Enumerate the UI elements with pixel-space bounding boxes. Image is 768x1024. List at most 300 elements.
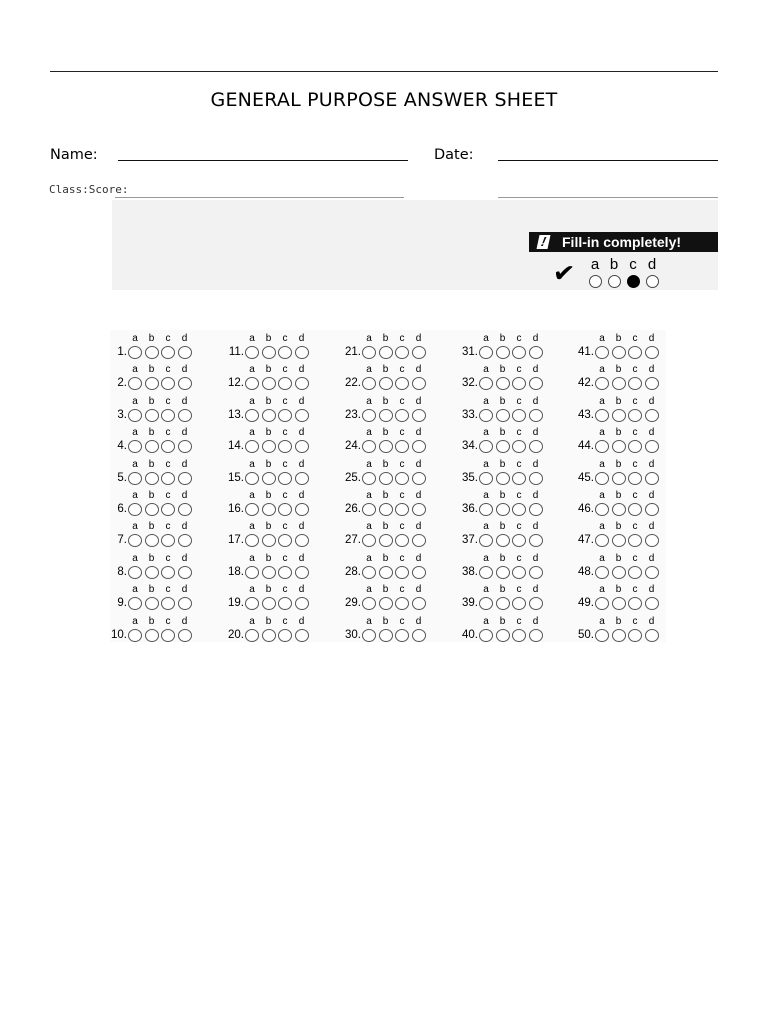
question-15-bubble-a[interactable] xyxy=(245,472,259,485)
option-letter-d: d xyxy=(532,521,539,533)
question-19-bubble-b[interactable] xyxy=(262,597,276,610)
question-22-bubble-d[interactable] xyxy=(412,377,426,390)
option-letter-b: b xyxy=(499,333,506,344)
option-letter-a: a xyxy=(132,395,138,407)
option-letter-a: a xyxy=(249,364,255,376)
option-letter-b: b xyxy=(265,615,272,627)
question-13-bubble-b[interactable] xyxy=(262,409,276,422)
option-letter-b: b xyxy=(382,364,389,376)
question-18-bubble-d[interactable] xyxy=(295,566,309,579)
question-14-bubble-d[interactable] xyxy=(295,440,309,453)
option-letter-d: d xyxy=(415,458,422,470)
option-letter-d: d xyxy=(648,333,655,344)
date-field[interactable] xyxy=(498,160,718,161)
question-26-bubble-a[interactable] xyxy=(362,503,376,516)
option-letter-a: a xyxy=(132,458,138,470)
question-9-bubble-d[interactable] xyxy=(178,597,192,610)
question-9-bubble-b[interactable] xyxy=(145,597,159,610)
question-15-bubble-d[interactable] xyxy=(295,472,309,485)
option-letter-a: a xyxy=(249,490,255,501)
option-letter-a: a xyxy=(366,584,372,596)
option-letter-a: a xyxy=(366,333,372,344)
question-47-bubble-d[interactable] xyxy=(645,534,659,547)
question-7-bubble-b[interactable] xyxy=(145,534,159,547)
option-letter-b: b xyxy=(382,427,389,439)
question-31-bubble-a[interactable] xyxy=(479,346,493,359)
option-letter-a: a xyxy=(599,458,605,470)
question-25-bubble-c[interactable] xyxy=(395,472,409,485)
option-letter-a: a xyxy=(366,552,372,564)
question-number: 28. xyxy=(345,565,361,578)
option-letter-b: b xyxy=(615,521,622,533)
option-letter-b: b xyxy=(615,552,622,564)
option-letter-d: d xyxy=(648,584,655,596)
fill-in-banner xyxy=(529,232,718,252)
question-46-bubble-d[interactable] xyxy=(645,503,659,516)
option-letter-a: a xyxy=(132,364,138,376)
question-11-bubble-c[interactable] xyxy=(278,346,292,359)
question-21-bubble-d[interactable] xyxy=(412,346,426,359)
question-number: 21. xyxy=(345,346,361,358)
option-letter-c: c xyxy=(516,395,522,407)
question-29-bubble-d[interactable] xyxy=(412,597,426,610)
question-13-bubble-c[interactable] xyxy=(278,409,292,422)
question-48-bubble-a[interactable] xyxy=(595,566,609,579)
question-6-bubble-b[interactable] xyxy=(145,503,159,516)
question-21-bubble-a[interactable] xyxy=(362,346,376,359)
question-23-bubble-c[interactable] xyxy=(395,409,409,422)
question-6-bubble-d[interactable] xyxy=(178,503,192,516)
question-number: 47. xyxy=(578,534,594,547)
question-27-bubble-b[interactable] xyxy=(379,534,393,547)
question-42-bubble-b[interactable] xyxy=(612,377,626,390)
option-letter-b: b xyxy=(265,490,272,501)
question-26-bubble-c[interactable] xyxy=(395,503,409,516)
question-36-bubble-b[interactable] xyxy=(496,503,510,516)
question-number: 30. xyxy=(345,628,361,641)
option-letter-a: a xyxy=(249,333,255,344)
option-letter-b: b xyxy=(148,552,155,564)
option-letter-c: c xyxy=(516,427,522,439)
question-number: 41. xyxy=(578,346,594,358)
question-11-bubble-b[interactable] xyxy=(262,346,276,359)
option-letter-b: b xyxy=(148,395,155,407)
question-35-bubble-a[interactable] xyxy=(479,472,493,485)
question-40-bubble-c[interactable] xyxy=(512,629,526,642)
option-letter-b: b xyxy=(265,584,272,596)
check-icon: ✔ xyxy=(551,256,577,290)
option-letter-d: d xyxy=(415,615,422,627)
question-1-bubble-c[interactable] xyxy=(161,346,175,359)
question-45-bubble-d[interactable] xyxy=(645,472,659,485)
question-8-bubble-d[interactable] xyxy=(178,566,192,579)
option-letter-d: d xyxy=(181,615,188,627)
option-letter-c: c xyxy=(399,333,405,344)
question-24-bubble-b[interactable] xyxy=(379,440,393,453)
question-number: 43. xyxy=(578,408,594,421)
question-37-bubble-d[interactable] xyxy=(529,534,543,547)
question-31-bubble-b[interactable] xyxy=(496,346,510,359)
question-47-bubble-b[interactable] xyxy=(612,534,626,547)
question-46-bubble-b[interactable] xyxy=(612,503,626,516)
option-letter-a: a xyxy=(249,427,255,439)
question-13-bubble-d[interactable] xyxy=(295,409,309,422)
question-number: 1. xyxy=(117,346,127,358)
question-number: 8. xyxy=(117,565,127,578)
question-43-bubble-d[interactable] xyxy=(645,409,659,422)
question-number: 24. xyxy=(345,440,361,453)
question-32-bubble-b[interactable] xyxy=(496,377,510,390)
question-21-bubble-b[interactable] xyxy=(379,346,393,359)
question-44-bubble-d[interactable] xyxy=(645,440,659,453)
question-38-bubble-b[interactable] xyxy=(496,566,510,579)
question-10-bubble-c[interactable] xyxy=(161,629,175,642)
question-number: 36. xyxy=(462,503,478,515)
score-field[interactable] xyxy=(498,197,718,198)
question-16-bubble-b[interactable] xyxy=(262,503,276,516)
question-4-bubble-d[interactable] xyxy=(178,440,192,453)
example-letter-c: c xyxy=(629,256,637,273)
option-letter-c: c xyxy=(632,458,638,470)
option-letter-a: a xyxy=(366,490,372,501)
question-33-bubble-b[interactable] xyxy=(496,409,510,422)
question-33-bubble-d[interactable] xyxy=(529,409,543,422)
option-letter-c: c xyxy=(516,552,522,564)
question-20-bubble-b[interactable] xyxy=(262,629,276,642)
question-4-bubble-b[interactable] xyxy=(145,440,159,453)
option-letter-b: b xyxy=(265,395,272,407)
class-field[interactable] xyxy=(115,197,404,198)
question-30-bubble-b[interactable] xyxy=(379,629,393,642)
question-50-bubble-d[interactable] xyxy=(645,629,659,642)
question-45-bubble-b[interactable] xyxy=(612,472,626,485)
option-letter-c: c xyxy=(632,364,638,376)
option-letter-b: b xyxy=(265,364,272,376)
question-17-bubble-d[interactable] xyxy=(295,534,309,547)
question-6-bubble-a[interactable] xyxy=(128,503,142,516)
question-43-bubble-a[interactable] xyxy=(595,409,609,422)
question-49-bubble-b[interactable] xyxy=(612,597,626,610)
question-36-bubble-d[interactable] xyxy=(529,503,543,516)
question-34-bubble-d[interactable] xyxy=(529,440,543,453)
example-letter-d: d xyxy=(647,256,657,273)
option-letter-b: b xyxy=(615,333,622,344)
option-letter-d: d xyxy=(298,427,305,439)
option-letter-d: d xyxy=(415,427,422,439)
option-letter-a: a xyxy=(599,427,605,439)
question-number: 39. xyxy=(462,597,478,610)
question-15-bubble-c[interactable] xyxy=(278,472,292,485)
question-35-bubble-d[interactable] xyxy=(529,472,543,485)
question-8-bubble-c[interactable] xyxy=(161,566,175,579)
question-3-bubble-b[interactable] xyxy=(145,409,159,422)
option-letter-d: d xyxy=(181,584,188,596)
option-letter-d: d xyxy=(648,615,655,627)
option-letter-d: d xyxy=(298,364,305,376)
question-5-bubble-a[interactable] xyxy=(128,472,142,485)
option-letter-b: b xyxy=(499,458,506,470)
option-letter-d: d xyxy=(298,521,305,533)
question-40-bubble-b[interactable] xyxy=(496,629,510,642)
question-28-bubble-a[interactable] xyxy=(362,566,376,579)
example-bubble-c xyxy=(627,275,640,288)
option-letter-c: c xyxy=(632,395,638,407)
option-letter-a: a xyxy=(483,364,489,376)
option-letter-d: d xyxy=(532,615,539,627)
question-30-bubble-d[interactable] xyxy=(412,629,426,642)
question-41-bubble-d[interactable] xyxy=(645,346,659,359)
question-26-bubble-d[interactable] xyxy=(412,503,426,516)
question-10-bubble-a[interactable] xyxy=(128,629,142,642)
question-39-bubble-d[interactable] xyxy=(529,597,543,610)
question-41-bubble-a[interactable] xyxy=(595,346,609,359)
question-29-bubble-b[interactable] xyxy=(379,597,393,610)
question-35-bubble-b[interactable] xyxy=(496,472,510,485)
option-letter-a: a xyxy=(483,395,489,407)
option-letter-c: c xyxy=(282,333,288,344)
question-20-bubble-a[interactable] xyxy=(245,629,259,642)
question-33-bubble-a[interactable] xyxy=(479,409,493,422)
question-10-bubble-d[interactable] xyxy=(178,629,192,642)
question-22-bubble-b[interactable] xyxy=(379,377,393,390)
question-number: 10. xyxy=(111,628,127,641)
question-32-bubble-d[interactable] xyxy=(529,377,543,390)
option-letter-d: d xyxy=(298,615,305,627)
question-16-bubble-c[interactable] xyxy=(278,503,292,516)
question-16-bubble-a[interactable] xyxy=(245,503,259,516)
question-number: 13. xyxy=(228,408,244,421)
class-score-label: Class:Score: xyxy=(49,183,129,196)
question-13-bubble-a[interactable] xyxy=(245,409,259,422)
question-number: 50. xyxy=(578,628,594,641)
option-letter-d: d xyxy=(298,584,305,596)
question-2-bubble-d[interactable] xyxy=(178,377,192,390)
question-3-bubble-a[interactable] xyxy=(128,409,142,422)
option-letter-a: a xyxy=(599,364,605,376)
question-20-bubble-d[interactable] xyxy=(295,629,309,642)
question-11-bubble-d[interactable] xyxy=(295,346,309,359)
option-letter-d: d xyxy=(532,458,539,470)
option-letter-a: a xyxy=(366,395,372,407)
question-21-bubble-c[interactable] xyxy=(395,346,409,359)
option-letter-b: b xyxy=(382,615,389,627)
name-field[interactable] xyxy=(118,160,408,161)
question-25-bubble-a[interactable] xyxy=(362,472,376,485)
question-11-bubble-a[interactable] xyxy=(245,346,259,359)
option-letter-c: c xyxy=(632,427,638,439)
question-36-bubble-c[interactable] xyxy=(512,503,526,516)
option-letter-b: b xyxy=(615,615,622,627)
top-rule xyxy=(50,71,718,72)
question-18-bubble-b[interactable] xyxy=(262,566,276,579)
question-number: 45. xyxy=(578,471,594,484)
question-number: 16. xyxy=(228,503,244,515)
option-letter-a: a xyxy=(483,615,489,627)
example-letter-a: a xyxy=(590,256,600,273)
question-45-bubble-a[interactable] xyxy=(595,472,609,485)
option-letter-a: a xyxy=(132,552,138,564)
question-30-bubble-c[interactable] xyxy=(395,629,409,642)
question-8-bubble-b[interactable] xyxy=(145,566,159,579)
question-31-bubble-c[interactable] xyxy=(512,346,526,359)
question-27-bubble-d[interactable] xyxy=(412,534,426,547)
option-letter-a: a xyxy=(599,395,605,407)
question-5-bubble-c[interactable] xyxy=(161,472,175,485)
question-14-bubble-b[interactable] xyxy=(262,440,276,453)
question-41-bubble-c[interactable] xyxy=(628,346,642,359)
question-38-bubble-d[interactable] xyxy=(529,566,543,579)
question-26-bubble-b[interactable] xyxy=(379,503,393,516)
option-letter-d: d xyxy=(648,364,655,376)
option-letter-d: d xyxy=(532,584,539,596)
question-40-bubble-d[interactable] xyxy=(529,629,543,642)
option-letter-b: b xyxy=(382,333,389,344)
option-letter-a: a xyxy=(249,521,255,533)
option-letter-a: a xyxy=(249,458,255,470)
question-49-bubble-d[interactable] xyxy=(645,597,659,610)
option-letter-c: c xyxy=(165,521,171,533)
option-letter-d: d xyxy=(532,552,539,564)
option-letter-a: a xyxy=(132,521,138,533)
option-letter-d: d xyxy=(415,395,422,407)
question-40-bubble-a[interactable] xyxy=(479,629,493,642)
question-number: 19. xyxy=(228,597,244,610)
question-38-bubble-a[interactable] xyxy=(479,566,493,579)
question-38-bubble-c[interactable] xyxy=(512,566,526,579)
option-letter-c: c xyxy=(282,395,288,407)
option-letter-b: b xyxy=(499,364,506,376)
question-34-bubble-b[interactable] xyxy=(496,440,510,453)
option-letter-a: a xyxy=(483,427,489,439)
option-letter-d: d xyxy=(415,364,422,376)
question-17-bubble-b[interactable] xyxy=(262,534,276,547)
question-5-bubble-b[interactable] xyxy=(145,472,159,485)
question-25-bubble-b[interactable] xyxy=(379,472,393,485)
question-1-bubble-a[interactable] xyxy=(128,346,142,359)
question-15-bubble-b[interactable] xyxy=(262,472,276,485)
question-number: 44. xyxy=(578,440,594,453)
question-46-bubble-a[interactable] xyxy=(595,503,609,516)
question-25-bubble-d[interactable] xyxy=(412,472,426,485)
option-letter-c: c xyxy=(165,333,171,344)
option-letter-c: c xyxy=(399,427,405,439)
option-letter-b: b xyxy=(499,521,506,533)
option-letter-b: b xyxy=(499,615,506,627)
question-36-bubble-a[interactable] xyxy=(479,503,493,516)
question-50-bubble-a[interactable] xyxy=(595,629,609,642)
option-letter-b: b xyxy=(615,490,622,501)
question-41-bubble-b[interactable] xyxy=(612,346,626,359)
question-18-bubble-a[interactable] xyxy=(245,566,259,579)
option-letter-c: c xyxy=(516,521,522,533)
question-7-bubble-d[interactable] xyxy=(178,534,192,547)
option-letter-d: d xyxy=(648,521,655,533)
question-3-bubble-d[interactable] xyxy=(178,409,192,422)
question-24-bubble-d[interactable] xyxy=(412,440,426,453)
option-letter-b: b xyxy=(382,490,389,501)
question-43-bubble-b[interactable] xyxy=(612,409,626,422)
option-letter-c: c xyxy=(282,458,288,470)
question-19-bubble-d[interactable] xyxy=(295,597,309,610)
question-12-bubble-d[interactable] xyxy=(295,377,309,390)
question-46-bubble-c[interactable] xyxy=(628,503,642,516)
option-letter-c: c xyxy=(516,615,522,627)
question-number: 9. xyxy=(117,597,127,610)
question-number: 23. xyxy=(345,408,361,421)
option-letter-a: a xyxy=(249,584,255,596)
question-1-bubble-d[interactable] xyxy=(178,346,192,359)
question-44-bubble-b[interactable] xyxy=(612,440,626,453)
question-37-bubble-b[interactable] xyxy=(496,534,510,547)
question-48-bubble-b[interactable] xyxy=(612,566,626,579)
question-48-bubble-d[interactable] xyxy=(645,566,659,579)
question-number: 46. xyxy=(578,503,594,515)
question-33-bubble-c[interactable] xyxy=(512,409,526,422)
question-42-bubble-d[interactable] xyxy=(645,377,659,390)
question-8-bubble-a[interactable] xyxy=(128,566,142,579)
option-letter-b: b xyxy=(148,521,155,533)
question-28-bubble-b[interactable] xyxy=(379,566,393,579)
example-bubble-d xyxy=(646,275,659,288)
question-16-bubble-d[interactable] xyxy=(295,503,309,516)
question-35-bubble-c[interactable] xyxy=(512,472,526,485)
option-letter-d: d xyxy=(648,458,655,470)
question-48-bubble-c[interactable] xyxy=(628,566,642,579)
question-number: 17. xyxy=(228,534,244,547)
question-50-bubble-b[interactable] xyxy=(612,629,626,642)
question-number: 37. xyxy=(462,534,478,547)
question-39-bubble-b[interactable] xyxy=(496,597,510,610)
question-45-bubble-c[interactable] xyxy=(628,472,642,485)
option-letter-a: a xyxy=(132,615,138,627)
question-50-bubble-c[interactable] xyxy=(628,629,642,642)
question-2-bubble-b[interactable] xyxy=(145,377,159,390)
option-letter-c: c xyxy=(165,584,171,596)
question-1-bubble-b[interactable] xyxy=(145,346,159,359)
option-letter-a: a xyxy=(483,458,489,470)
question-6-bubble-c[interactable] xyxy=(161,503,175,516)
question-28-bubble-d[interactable] xyxy=(412,566,426,579)
option-letter-c: c xyxy=(165,364,171,376)
option-letter-d: d xyxy=(415,490,422,501)
question-18-bubble-c[interactable] xyxy=(278,566,292,579)
option-letter-d: d xyxy=(415,584,422,596)
question-5-bubble-d[interactable] xyxy=(178,472,192,485)
option-letter-c: c xyxy=(516,584,522,596)
question-28-bubble-c[interactable] xyxy=(395,566,409,579)
question-30-bubble-a[interactable] xyxy=(362,629,376,642)
question-23-bubble-a[interactable] xyxy=(362,409,376,422)
question-23-bubble-b[interactable] xyxy=(379,409,393,422)
question-3-bubble-c[interactable] xyxy=(161,409,175,422)
option-letter-c: c xyxy=(632,333,638,344)
question-43-bubble-c[interactable] xyxy=(628,409,642,422)
question-number: 49. xyxy=(578,597,594,610)
date-label: Date: xyxy=(434,147,474,163)
example-letter-b: b xyxy=(609,256,619,273)
question-12-bubble-b[interactable] xyxy=(262,377,276,390)
question-10-bubble-b[interactable] xyxy=(145,629,159,642)
question-number: 48. xyxy=(578,565,594,578)
option-letter-c: c xyxy=(282,427,288,439)
option-letter-d: d xyxy=(415,333,422,344)
option-letter-c: c xyxy=(165,395,171,407)
question-31-bubble-d[interactable] xyxy=(529,346,543,359)
option-letter-b: b xyxy=(615,364,622,376)
question-23-bubble-d[interactable] xyxy=(412,409,426,422)
question-20-bubble-c[interactable] xyxy=(278,629,292,642)
option-letter-a: a xyxy=(249,552,255,564)
